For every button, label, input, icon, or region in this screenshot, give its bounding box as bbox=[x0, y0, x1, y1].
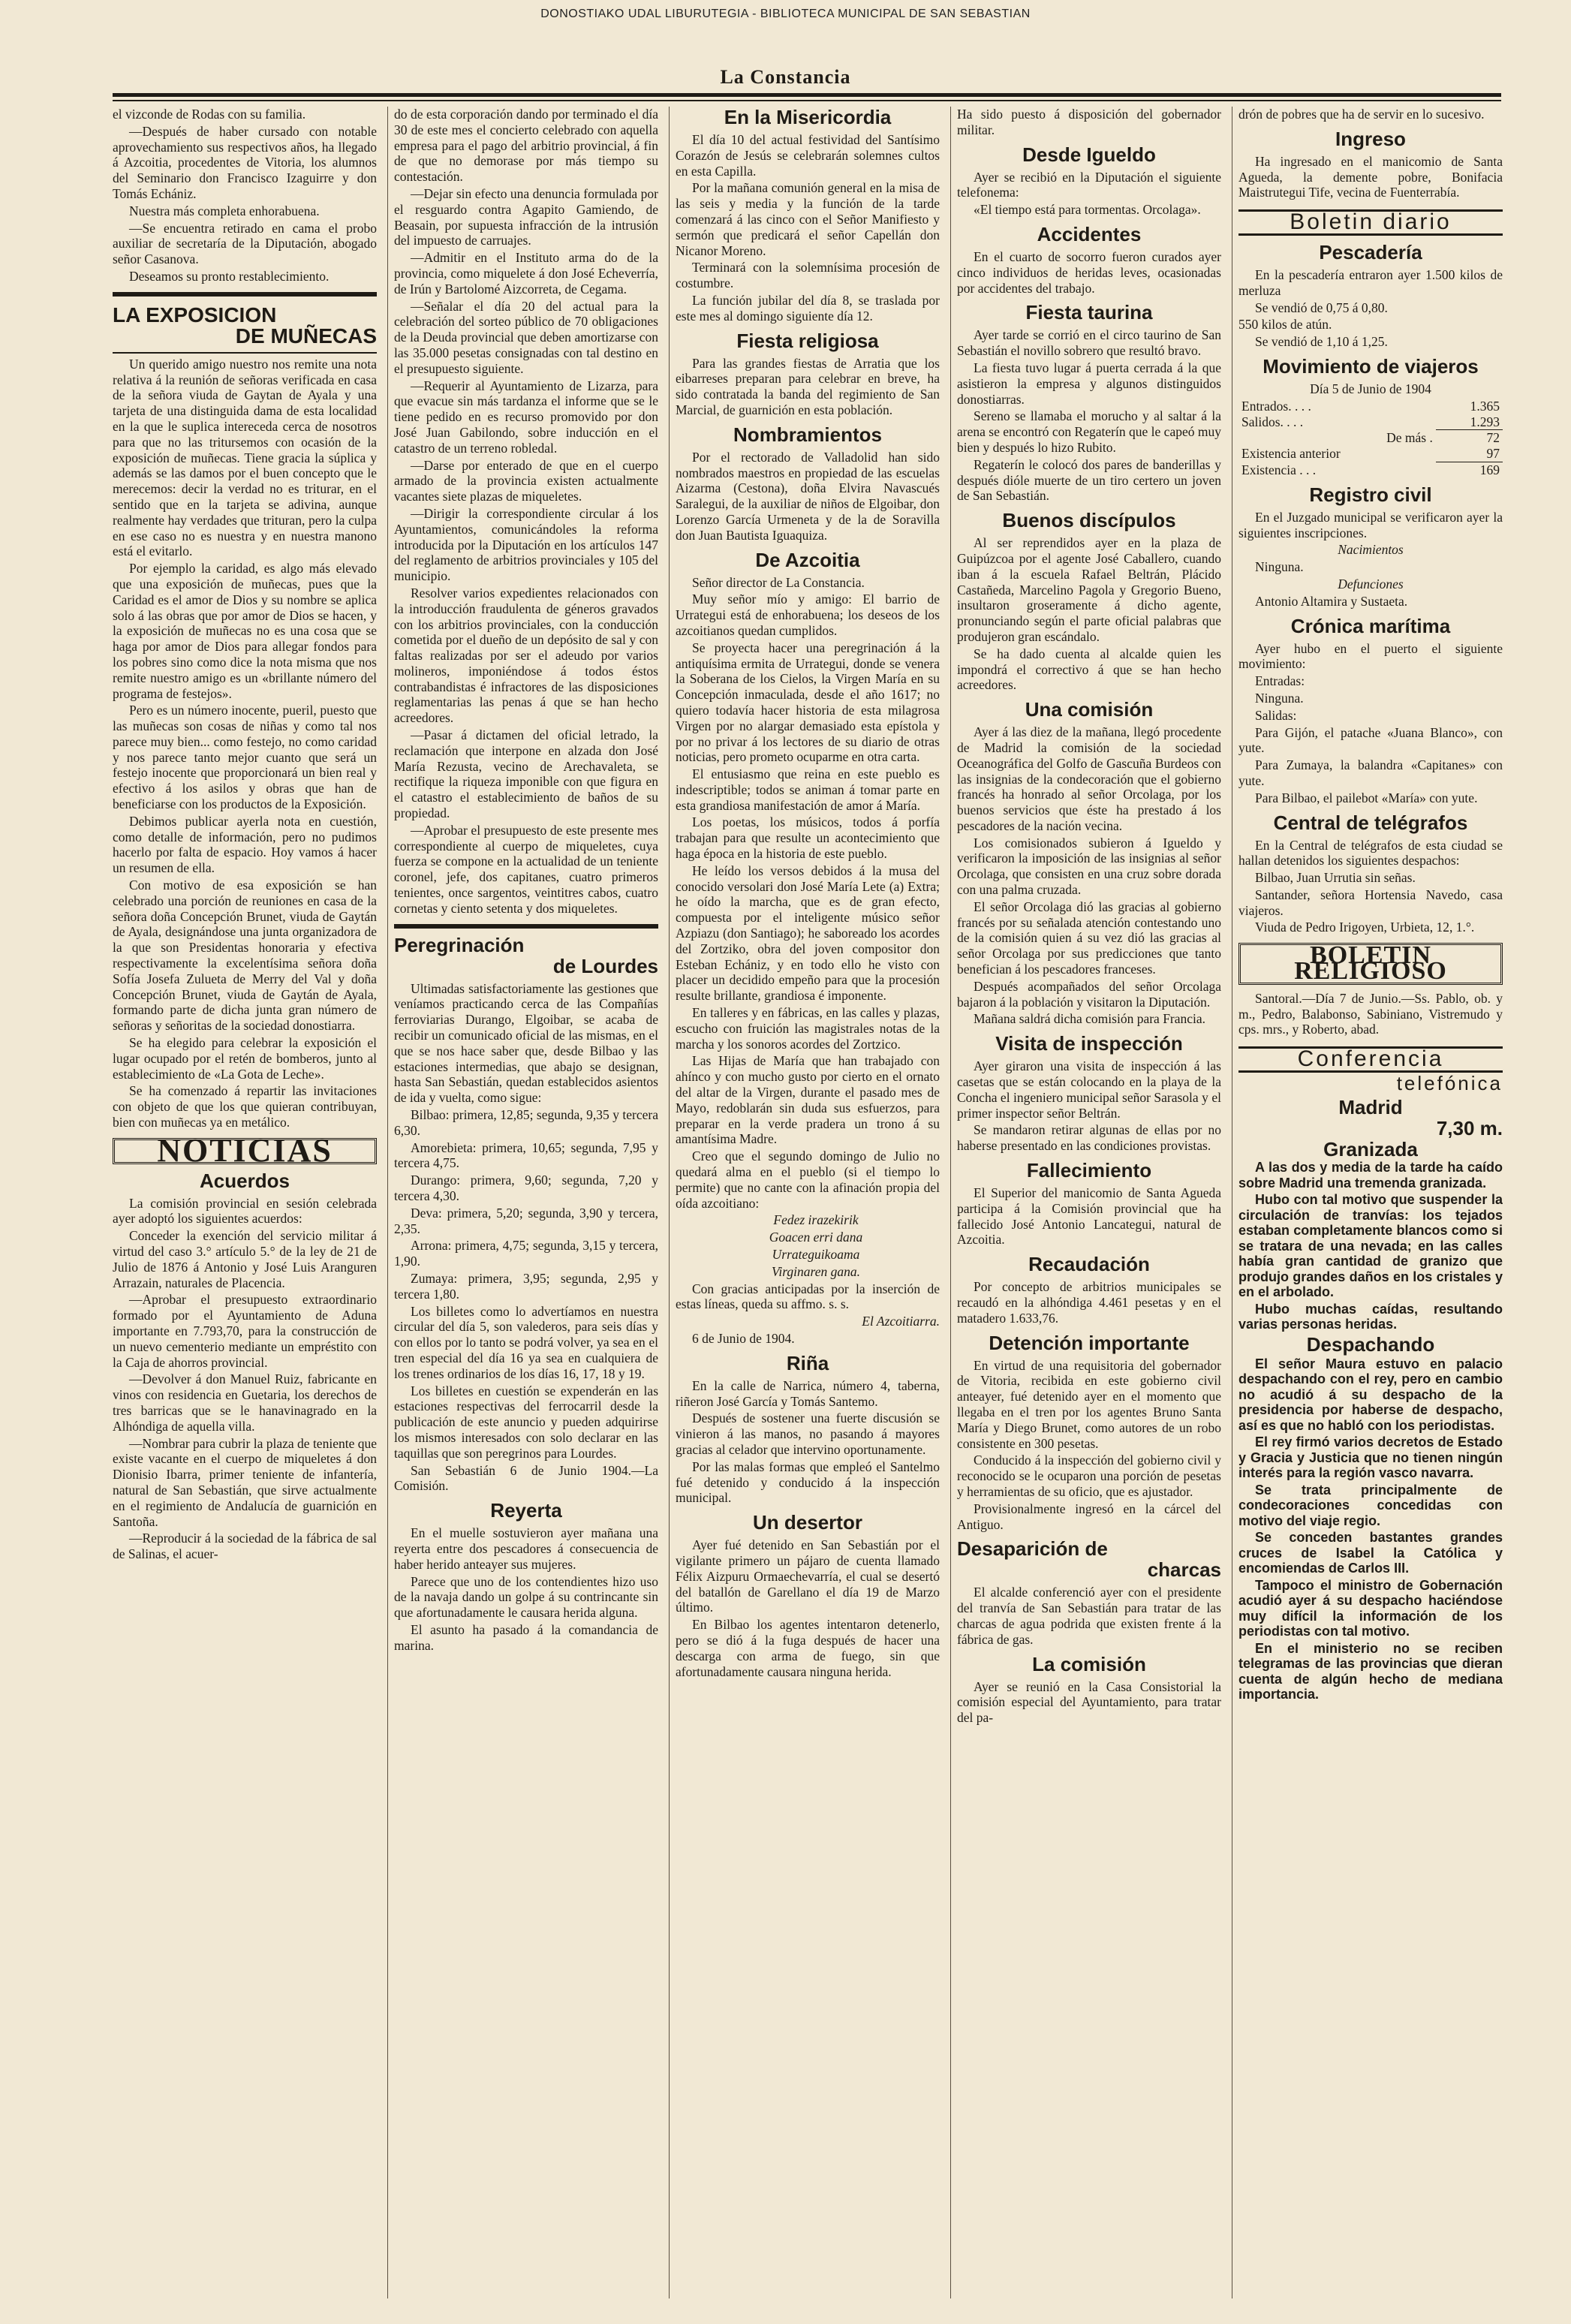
article-text: Para Gijón, el patache «Juana Blanco», con yute. bbox=[1238, 724, 1503, 756]
article-text: Por concepto de arbitrios municipales se recaudó en la alhóndiga 4.461 pesetas y en el matadero 1.633,76. bbox=[957, 1279, 1221, 1326]
article-text: Regaterín le colocó dos pares de banderillas y después dióle muerte de un tiro certero un joven de San Sebastián. bbox=[957, 456, 1221, 504]
article-text: Creo que el segundo domingo de Julio no quedará alma en el pueblo (si el tiempo lo permite) que no cante con la afinación propia del oída azcoitiano: bbox=[676, 1148, 940, 1211]
article-text: Después de sostener una fuerte discusión se vinieron á las manos, no pasando á mayores gracias al celador que intervino oportunamente. bbox=[676, 1410, 940, 1457]
article-text: Viuda de Pedro Irigoyen, Urbieta, 12, 1.°. bbox=[1255, 920, 1475, 935]
article-text: Las Hijas de María que han trabajado con ahínco y con mucho gusto por cierto en el ornato del altar de la Virgen, durante el pasado mes de Mayo, redoblarán sin duda sus esfuerzos, para preparar en la verde pradera un trono á su amantísima Madre. bbox=[676, 1053, 940, 1147]
fare-line: Deva: primera, 5,20; segunda, 3,90 y tercera, 2,35. bbox=[394, 1205, 658, 1236]
article-text: Se vendió de 0,75 á 0,80. bbox=[1255, 300, 1388, 315]
headline: charcas bbox=[1147, 1558, 1221, 1582]
column-2 bbox=[394, 107, 658, 2306]
verse-line: Fedez irazekirik bbox=[773, 1212, 859, 1228]
column-5 bbox=[1238, 107, 1503, 2306]
headline: Peregrinación bbox=[394, 933, 525, 956]
headline: Reyerta bbox=[490, 1499, 562, 1522]
columns bbox=[113, 107, 1505, 2313]
article-text: La fiesta tuvo lugar á puerta cerrada á la que asistieron la empresa y algunos distinguidos donostiarras. bbox=[957, 360, 1221, 407]
dateline: 6 de Junio de 1904. bbox=[692, 1330, 795, 1346]
article-text: La función jubilar del día 8, se traslada por este mes al domingo siguiente día 12. bbox=[676, 292, 940, 324]
article-text: Terminará con la solemnísima procesión de costumbre. bbox=[676, 260, 940, 291]
headline: Buenos discípulos bbox=[1002, 509, 1176, 532]
fare-line: Bilbao: primera, 12,85; segunda, 9,35 y tercera 6,30. bbox=[394, 1107, 658, 1138]
headline: Nombramientos bbox=[733, 423, 882, 446]
table-cell: 1.365 bbox=[1470, 398, 1500, 414]
article-text: En talleres y en fábricas, en las calles y plazas, escucho con fruición las magistrales notas de la marcha y los sonoros acordes del Zortzico. bbox=[676, 1005, 940, 1052]
fare-line: Zumaya: primera, 3,95; segunda, 2,95 y tercera 1,80. bbox=[394, 1270, 658, 1302]
headline: Central de telégrafos bbox=[1273, 811, 1468, 834]
article-text: El señor Orcolaga dió las gracias al gobierno francés por su señalada atención contestando uno de la comisión quien á su vez dió las gracias al señor Orcolaga por sus predicciones que tanto benefician á los pescadores franceses. bbox=[957, 899, 1221, 977]
article-text: «El tiempo está para tormentas. Orcolaga». bbox=[974, 202, 1201, 218]
article-text: En Bilbao los agentes intentaron detenerlo, pero se dió á la fuga después de hacer una descarga con arma de fuego, sin que afortunadamente causara ninguna herida. bbox=[676, 1617, 940, 1679]
article-text: Conducido á la inspección del gobierno civil y reconocido se le ocuparon una porción de pesetas y herramientas de su oficio, que es ajustador. bbox=[957, 1452, 1221, 1499]
header-rule bbox=[113, 93, 1501, 97]
article-text: Ninguna. bbox=[1255, 690, 1304, 706]
section-title-conferencia: Conferencia bbox=[1238, 1046, 1503, 1073]
section-rule bbox=[113, 292, 377, 297]
section-rule bbox=[113, 352, 377, 354]
table-cell: Entrados. . . . bbox=[1241, 398, 1311, 414]
article-text: —Aprobar el presupuesto extraordinario formado por el Ayuntamiento de Aduna importante en 7.793,70, para la construcción de un nuevo cementerio mediante un empréstito con la Caja de ahorros provincial. bbox=[113, 1292, 377, 1370]
article-text: Parece que uno de los contendientes hizo uso de la navaja dando un golpe á su contrincante sin que afortunadamente le causara herida alguna. bbox=[394, 1573, 658, 1621]
article-text: Los poetas, los músicos, todos á porfía trabajan para que resulte un acontecimiento que haga época en la historia de este pueblo. bbox=[676, 814, 940, 862]
time-stamp: 7,30 m. bbox=[1436, 1117, 1503, 1140]
headline: Un desertor bbox=[753, 1511, 862, 1534]
article-text: En el cuarto de socorro fueron curados ayer cinco individuos de heridas leves, ocasionadas por accidentes del trabajo. bbox=[957, 248, 1221, 296]
section-rule bbox=[394, 924, 658, 929]
article-text: El entusiasmo que reina en este pueblo es indescriptible; todos se animan á tomar parte en esta grandiosa manifestación de amor á María. bbox=[676, 766, 940, 813]
table-cell: 72 bbox=[1486, 430, 1500, 446]
article-text: En el Juzgado municipal se verificaron ayer la siguientes inscripciones. bbox=[1238, 509, 1503, 540]
article-text: Ayer tarde se corrió en el circo taurino de San Sebastián el novillo sobrero que resultó bravo. bbox=[957, 327, 1221, 359]
section-title-noticias: NOTICIAS bbox=[113, 1138, 377, 1164]
signature: San Sebastián 6 de Junio 1904.—La Comisión. bbox=[394, 1462, 658, 1494]
article-text: —Darse por enterado de que en el cuerpo armado de la provincia existen actualmente vacantes siete plazas de miqueletes. bbox=[394, 457, 658, 504]
article-text: Con gracias anticipadas por la inserción de estas líneas, queda su affmo. s. s. bbox=[676, 1281, 940, 1312]
article-text: Con motivo de esa exposición se han celebrado una porción de reuniones en casa de la señora doña Concepción Brunet, viuda de Gaytán de Ayala, designándose una junta organizadora de la que son Presidentas honoraria y efectiva respectivamente la excelentísima señora doña Sofía Josefa Zulueta de Merry del Val y doña Concepción Brunet, viuda de Gaytán de Ayala, formando parte de dicha junta gran número de señoras y señoritas de la sociedad donostiarra. bbox=[113, 878, 377, 1034]
article-text: Señor director de La Constancia. bbox=[692, 574, 865, 590]
article-text: Para las grandes fiestas de Arratia que los eibarreses preparan para celebrar en breve, ha sido contratada la banda del regimiento de San Marcial, de guarnición en esta población. bbox=[676, 355, 940, 417]
article-text: Se proyecta hacer una peregrinación á la antiquísima ermita de Urrategui, donde se venera la Soberana de los Cielos, la Virgen María en su Concepción inmaculada, desde el año 1617; no quiero todavía hacer historia de esta milagrosa Virgen por no alargar demasiado esta epístola y por no privar á los lectores de su diario de otras noticias, pero prometo ocuparme en otra carta. bbox=[676, 640, 940, 765]
article-text: —Admitir en el Instituto arma do de la provincia, como miquelete á don José Echeverría, de Irún y Bartolomé Aizcorreta, de Cegama. bbox=[394, 250, 658, 297]
article-text: —Requerir al Ayuntamiento de Lizarza, para que evacue sin más tardanza el informe que se le tiene pedido en es recurso promovido por don José Juan Gabilondo, sobre inducción en el catastro de un terreno robledal. bbox=[394, 378, 658, 456]
article-text: 550 kilos de atún. bbox=[1238, 317, 1332, 333]
article-text: Ayer se reunió en la Casa Consistorial la comisión especial del Ayuntamiento, para tratar del pa- bbox=[957, 1678, 1221, 1726]
article-text: En el ministerio no se reciben telegramas de las provincias que dieran cuenta de algún hecho de mediana importancia. bbox=[1238, 1640, 1503, 1702]
article-text: —Nombrar para cubrir la plaza de teniente que existe vacante en el cuerpo de miqueletes á don Dionisio Ibarra, primer teniente de infantería, natural de San Sebastián, que sirve actualmente en el regimiento de Andalucía de guarnición en Santoña. bbox=[113, 1435, 377, 1529]
article-text: En el muelle sostuvieron ayer mañana una reyerta entre dos pescadores á consecuencia de haber herido anteayer sus mujeres. bbox=[394, 1525, 658, 1572]
table-row bbox=[1238, 399, 1503, 414]
article-text: Ha ingresado en el manicomio de Santa Agueda, la demente pobre, Bonifacia Maistrutegui Tife, vecina de Fuenterrabía. bbox=[1238, 153, 1503, 200]
article-text: Nuestra más completa enhorabuena. bbox=[129, 203, 320, 218]
headline: Accidentes bbox=[1037, 222, 1142, 245]
article-text: Se ha comenzado á repartir las invitaciones con objeto de que los que quieran contribuyan, bien con muñecas ya en metálico. bbox=[113, 1083, 377, 1130]
subheading: Defunciones bbox=[1338, 576, 1404, 592]
article-text: Provisionalmente ingresó en la cárcel del Antiguo. bbox=[957, 1501, 1221, 1532]
article-text: Se vendió de 1,10 á 1,25. bbox=[1255, 334, 1388, 350]
travellers-table bbox=[1238, 399, 1503, 478]
telegram-block bbox=[1238, 1356, 1503, 1702]
article-text: Para Zumaya, la balandra «Capitanes» con yute. bbox=[1238, 757, 1503, 788]
section-title-boletin: Boletin diario bbox=[1238, 209, 1503, 236]
header-rule-thin bbox=[113, 100, 1501, 101]
headline: De Azcoitia bbox=[755, 548, 860, 571]
headline: Fiesta taurina bbox=[1025, 301, 1153, 324]
table-row bbox=[1238, 414, 1503, 430]
section-title-boletin-religioso: BOLETIN RELIGIOSO bbox=[1238, 943, 1503, 985]
table-row bbox=[1238, 462, 1503, 477]
article-text: Ayer fué detenido en San Sebastián por el vigilante primero un pájaro de cuenta llamado Félix Aizpuru Ormaechevarría, el cual se desertó del batallón de Garellano el día 19 de Marzo último. bbox=[676, 1537, 940, 1615]
column-1 bbox=[113, 107, 377, 2306]
article-text: El señor Maura estuvo en palacio despachando con el rey, pero en cambio no acudió á su despacho de la presidencia por haberse de despacho, así es que no habló con los periodistas. bbox=[1238, 1356, 1503, 1433]
article-text: Pero es un número inocente, pueril, puesto que las muñecas son cosas de niñas y como tal nos parece muy bien... como festejo, no como caridad y nos parece tanto mejor cuanto que será un festejo inocente que proporcionará un bien real y efectivo á los asilos y obras que han de beneficiarse con los productos de la Exposición. bbox=[113, 703, 377, 812]
column-4 bbox=[957, 107, 1221, 2306]
table-cell: 97 bbox=[1436, 446, 1503, 462]
article-text: Santoral.—Día 7 de Junio.—Ss. Pablo, ob. y m., Pedro, Balabonso, Sabiniano, Vistremudo y cps. mrs., y Roberto, abad. bbox=[1238, 990, 1503, 1037]
article-text: Por el rectorado de Valladolid han sido nombrados maestros en propiedad de las escuelas Aizarma (Cestona), doña Elvira Navascués Saralegui, de la auxiliar de niños de Elgoibar, don Lorenzo García Urmeneta y de la de Soravilla don Juan Bautista Iguaquiza. bbox=[676, 449, 940, 543]
article-text: A las dos y media de la tarde ha caído sobre Madrid una tremenda granizada. bbox=[1238, 1160, 1503, 1191]
article-text: Antonio Altamira y Sustaeta. bbox=[1255, 593, 1408, 609]
article-text: —Se encuentra retirado en cama el probo auxiliar de secretaría de la Diputación, abogado señor Casanova. bbox=[113, 220, 377, 267]
headline: DE MUÑECAS bbox=[235, 324, 377, 348]
article-text: El día 10 del actual festividad del Santísimo Corazón de Jesús se celebrarán solemnes cultos en esta Capilla. bbox=[676, 132, 940, 179]
article-text: Se trata principalmente de condecoraciones concedidas con motivo del viaje regio. bbox=[1238, 1482, 1503, 1528]
masthead: La Constancia bbox=[720, 66, 851, 88]
article-text: El asunto ha pasado á la comandancia de marina. bbox=[394, 1621, 658, 1653]
article-text: Entradas: bbox=[1255, 673, 1305, 689]
fare-line: Arrona: primera, 4,75; segunda, 3,15 y tercera, 1,90. bbox=[394, 1238, 658, 1269]
table-cell: 1.293 bbox=[1436, 414, 1503, 430]
column-divider bbox=[669, 107, 670, 2298]
article-text: Se conceden bastantes grandes cruces de Isabel la Católica y encomiendas de Carlos III. bbox=[1238, 1530, 1503, 1576]
subheading: Nacimientos bbox=[1338, 542, 1404, 558]
headline: Granizada bbox=[1323, 1138, 1418, 1161]
article-text: Para Bilbao, el pailebot «María» con yute. bbox=[1255, 790, 1478, 805]
article-text: do de esta corporación dando por terminado el día 30 de este mes el concierto celebrado con aquella empresa para el pago del arbitrio provincial, á fin de que no demorase por más tiempo su contestación. bbox=[394, 107, 658, 185]
article-text: —Dirigir la correspondiente circular á los Ayuntamientos, comunicándoles la reforma introducida por la Diputación en los artículos 147 del reglamento de arbitrios provinciales y 105 del municipio. bbox=[394, 505, 658, 584]
article-text: La comisión provincial en sesión celebrada ayer adoptó los siguientes acuerdos: bbox=[113, 1195, 377, 1227]
fare-line: Durango: primera, 9,60; segunda, 7,20 y tercera 4,30. bbox=[394, 1173, 658, 1203]
article-text: Por la mañana comunión general en la misa de las seis y media y la función de la tarde comenzará á las cinco con el Señor Manifiesto y sermón que predicará el señor Capellán don Nicanor Moreno. bbox=[676, 180, 940, 258]
telegram-block bbox=[1238, 1160, 1503, 1332]
article-text: Un querido amigo nuestro nos remite una nota relativa á la reunión de señoras verificada en casa de la señora viuda de Gaytan de Ayala y una tarjeta de una distinguida dama de esta localidad en la que le suplica intereceda cerca de nosotros para que no las tritursemos con ocasión de la exposición de muñecas. Tiene gracia la súplica y además se las damos por el buen concepto que le merecemos: decir la verdad no es triturar, en el sentido que en la tarjeta se adivina, aunque realmente hay verdades que trituran, pero la culpa en ese caso no es nuestra y en nuestra manono está el evitarlo. bbox=[113, 356, 377, 559]
article-text: Resolver varios expedientes relacionados con la introducción fraudulenta de géneros gravados con los arbitrios provinciales, con la conducción cometida por el dueño de un depósito de sal y con faltas realizadas por ser el adeudo por varios molineros, imponiéndose á todos éstos contrabandistas é infractores de las disposiciones reglamentarias las penas á que se han hecho acreedores. bbox=[394, 585, 658, 726]
article-text: El rey firmó varios decretos de Estado y Gracia y Justicia que no tienen ningún interés para la región vasco navarra. bbox=[1238, 1434, 1503, 1481]
article-text: —Pasar á dictamen del oficial letrado, la reclamación que interpone en alzada don José María Rezusta, vecino de Arechavaleta, se rectifique la riqueza imponible con que figura en el catastro el establecimiento de baños de su propiedad. bbox=[394, 727, 658, 821]
article-text: Hubo muchas caídas, resultando varias personas heridas. bbox=[1238, 1301, 1503, 1332]
verse-line: Goacen erri dana bbox=[769, 1230, 863, 1245]
headline: Riña bbox=[786, 1351, 829, 1374]
article-text: Se ha elegido para celebrar la exposición el lugar ocupado por el retén de bomberos, junto al establecimiento de «La Gota de Leche». bbox=[113, 1035, 377, 1082]
headline: Acuerdos bbox=[200, 1169, 290, 1192]
column-divider bbox=[387, 107, 388, 2298]
article-text: Ayer giraron una visita de inspección á las casetas que se están colocando en la playa de la Concha el ingeniero municipal señor Sarasola y el primer inspector señor Beltrán. bbox=[957, 1058, 1221, 1121]
article-text: Ha sido puesto á disposición del gobernador militar. bbox=[957, 107, 1221, 137]
article-text: Los billetes como lo advertíamos en nuestra circular del día 5, son valederos, para seis días y con ellos por lo tanto se podrá volver, ya sea en el tren especial del día 16 ya sea en cualquiera de los trenes ordinarios de los días 16, 17, 18 y 19. bbox=[394, 1303, 658, 1381]
section-title-conferencia: telefónica bbox=[1396, 1072, 1503, 1095]
headline: LA EXPOSICION bbox=[113, 303, 277, 327]
article-text: Santander, señora Hortensia Navedo, casa viajeros. bbox=[1238, 887, 1503, 918]
article-text: Por las malas formas que empleó el Santelmo fué detenido y conducido á la inspección municipal. bbox=[676, 1459, 940, 1506]
archive-header: DONOSTIAKO UDAL LIBURUTEGIA - BIBLIOTECA MUNICIPAL DE SAN SEBASTIAN bbox=[540, 8, 1031, 20]
table-row bbox=[1238, 446, 1503, 462]
dateline: Día 5 de Junio de 1904 bbox=[1310, 381, 1431, 396]
headline: Movimiento de viajeros bbox=[1263, 354, 1479, 378]
article-text: Ayer hubo en el puerto el siguiente movimiento: bbox=[1238, 640, 1503, 672]
column-3 bbox=[676, 107, 940, 2306]
article-text: En virtud de una requisitoria del gobernador de Vitoria, recibida en este gobierno civil anteayer, fué detenido ayer en el momento que llegaba en el tren por los agentes Bruno Santa María y Diego Brunet, como autores de un robo consistente en 300 pesetas. bbox=[957, 1357, 1221, 1451]
article-text: Hubo con tal motivo que suspender la circulación de tranvías: los tejados estaban completamente blancos como si se tratara de una nevada; en las calles había gran cantidad de granizo que produjo grandes daños en los cristales y en el arbolado. bbox=[1238, 1192, 1503, 1300]
headline: La comisión bbox=[1032, 1652, 1146, 1675]
article-text: Debimos publicar ayerla nota en cuestión, como detalle de información, pero no pudimos hacerlo por falta de espacio. Hoy vamos á hacer un resumen de ella. bbox=[113, 813, 377, 876]
article-text: Ayer se recibió en la Diputación el siguiente telefonema: bbox=[957, 169, 1221, 200]
article-text: Bilbao, Juan Urrutia sin señas. bbox=[1255, 870, 1416, 886]
table-cell: De más . bbox=[1386, 430, 1433, 446]
table-row bbox=[1238, 430, 1503, 446]
headline: Desaparición de bbox=[957, 1537, 1108, 1561]
table-cell: Existencia . . . bbox=[1241, 462, 1317, 477]
article-text: El alcalde conferenció ayer con el presidente del tranvía de San Sebastián para tratar de las charcas de agua podrida que existen frente á la fábrica de gas. bbox=[957, 1585, 1221, 1647]
article-text: En la Central de telégrafos de esta ciudad se hallan detenidos los siguientes despachos: bbox=[1238, 837, 1503, 868]
headline: Crónica marítima bbox=[1290, 614, 1451, 637]
signature: El Azcoitiarra. bbox=[862, 1314, 940, 1329]
headline: Despachando bbox=[1306, 1332, 1435, 1356]
column-divider bbox=[950, 107, 951, 2298]
article-text: —Dejar sin efecto una denuncia formulada por el resguardo contra Agapito Gamiendo, de Beasain, por supuesta infracción de la intrusión del impuesto de carruajes. bbox=[394, 185, 658, 248]
headline: de Lourdes bbox=[552, 954, 658, 977]
article-text: Sereno se llamaba el morucho y al saltar á la arena se encontró con Regaterín que le capeó muy bien y después lo hizo Rubito. bbox=[957, 408, 1221, 455]
headline: Visita de inspección bbox=[995, 1032, 1183, 1055]
table-cell: Salidos. . . . bbox=[1241, 414, 1304, 429]
article-text: Tampoco el ministro de Gobernación acudió ayer á su despacho haciéndose muy difícil la información de los periodistas con tal motivo. bbox=[1238, 1577, 1503, 1639]
headline: Fallecimiento bbox=[1026, 1159, 1152, 1182]
article-text: Conceder la exención del servicio militar á virtud del caso 3.° artículo 5.° de la ley de 21 de Julio de 1876 á Antonio y José Luis Aranguren Arrazain, naturales de Placencia. bbox=[113, 1228, 377, 1290]
article-text: —Reproducir á la sociedad de la fábrica de sal de Salinas, el acuer- bbox=[113, 1531, 377, 1562]
article-text: Deseamos su pronto restablecimiento. bbox=[129, 268, 330, 284]
table-cell: Existencia anterior bbox=[1241, 446, 1341, 462]
verse-line: Virginaren gana. bbox=[772, 1263, 860, 1279]
article-text: El Superior del manicomio de Santa Agueda participa á la Comisión provincial que ha fallecido José Antonio Lancategui, natural de Azcoitia. bbox=[957, 1185, 1221, 1248]
table-cell: 169 bbox=[1479, 462, 1500, 477]
article-text: Después acompañados del señor Orcolaga bajaron á la población y visitaron la Diputación. bbox=[957, 978, 1221, 1010]
article-text: —Señalar el día 20 del actual para la celebración del sorteo público de 70 obligaciones de la Deuda provincial que deben amortizarse con las 35.000 pesetas consignadas con tal destino en el presupuesto siguiente. bbox=[394, 298, 658, 376]
headline: Pescadería bbox=[1319, 240, 1422, 263]
headline: Detención importante bbox=[989, 1331, 1190, 1354]
headline: Registro civil bbox=[1309, 483, 1432, 506]
article-text: —Después de haber cursado con notable aprovechamiento sus respectivos años, ha llegado á Azcoitia, procedentes de Vitoria, los alumnos del Seminario don Francisco Izaguirre y don Tomás Echániz. bbox=[113, 123, 377, 201]
article-text: Se ha dado cuenta al alcalde quien les impondrá el correctivo á que se han hecho acreedores. bbox=[957, 646, 1221, 693]
article-text: Los billetes en cuestión se expenderán en las estaciones respectivas del ferrocarril desde la publicación de este anuncio y pueden adquirirse los mismos interesados con solo declarar en las taquillas que son peregrinos para Lourdes. bbox=[394, 1383, 658, 1461]
article-text: Se mandaron retirar algunas de ellas por no haberse presentado en las condiciones provistas. bbox=[957, 1122, 1221, 1154]
article-text: He leído los versos debidos á la musa del conocido versolari don José María Lete (a) Extra; he oído la marcha, que es de gran efecto, compuesta por el inteligente músico señor Azpiazu (don Santiago); he saboreado los acordes del Zortziko, obra del joven compositor don Esteban Echániz, y en todo ello he visto con placer un decidido empeño para que la procesión resulte brillante, grandiosa é imponente. bbox=[676, 862, 940, 1004]
article-text: En la pescadería entraron ayer 1.500 kilos de merluza bbox=[1238, 266, 1503, 298]
headline: Ingreso bbox=[1335, 127, 1406, 150]
headline: Fiesta religiosa bbox=[736, 329, 879, 352]
article-text: Ultimadas satisfactoriamente las gestiones que veníamos practicando cerca de las Compañías ferroviarias Durango, Elgoibar, se acaba de recibir un comunicado oficial de las mismas, en el que se nos hace saber que, desde Bilbao y las estaciones intermedias, que abajo se designan, hasta San Sebastián, quedan establecidos asientos de ida y vuelta, como sigue: bbox=[394, 980, 658, 1106]
headline: Recaudación bbox=[1028, 1253, 1150, 1276]
fare-line: Amorebieta: primera, 10,65; segunda, 7,95 y tercera 4,75. bbox=[394, 1139, 658, 1171]
article-text: Salidas: bbox=[1255, 707, 1297, 723]
headline: Una comisión bbox=[1025, 698, 1154, 721]
article-text: drón de pobres que ha de servir en lo sucesivo. bbox=[1238, 107, 1485, 122]
article-text: Muy señor mío y amigo: El barrio de Urrategui está de enhorabuena; los deseos de los azcoitianos quedan cumplidos. bbox=[676, 592, 940, 638]
article-text: —Devolver á don Manuel Ruiz, fabricante en vinos con residencia en Guetaria, los derechos de tres barricas que se le hanavinagrado en la Alhóndiga de aquella villa. bbox=[113, 1371, 377, 1434]
article-text: Ninguna. bbox=[1255, 559, 1304, 575]
article-text: Los comisionados subieron á Igueldo y verificaron la imposición de las insignias al señor Orcolaga, que consisten en una cruz sobre dorada con una palma cruzada. bbox=[957, 835, 1221, 898]
article-text: Mañana saldrá dicha comisión para Francia. bbox=[974, 1011, 1206, 1027]
article-text: Por ejemplo la caridad, es algo más elevado que una exposición de muñecas, pues que la Caridad es el amor de Dios y su nombre se aplica solo á las obras que por amor de Dios se hacen, y la exposición de muñecas no es una cosa que se haga por amor de Dios para allegar fondos para los pobres sino como dice la nota misma que nos remite nuestro amigo es un «brillante número del programa de festejos». bbox=[113, 561, 377, 701]
article-text: —Aprobar el presupuesto de este presente mes correspondiente al cuerpo de miqueletes, cuya fuerza se compone en la actualidad de un teniente coronel, jefe, dos capitanes, cuatro primeros tenientes, once sargentos, veintitres cabos, cuatro cornetas y ciento setenta y dos miqueletes. bbox=[394, 822, 658, 916]
headline: En la Misericordia bbox=[724, 107, 892, 128]
article-text: Al ser reprendidos ayer en la plaza de Guipúzcoa por el agente José Caballero, cuando iban á la escuela Rafael Beltrán, Plácido Castañeda, Marcelino Pagola y Gregorio Bueno, insultaron groseramente á dicho agente, pronunciando según el parte oficial palabras que produjeron gran escándalo. bbox=[957, 535, 1221, 644]
headline: Madrid bbox=[1338, 1096, 1403, 1119]
article-text: el vizconde de Rodas con su familia. bbox=[113, 107, 306, 122]
headline: Desde Igueldo bbox=[1022, 143, 1156, 166]
article-text: Ayer á las diez de la mañana, llegó procedente de Madrid la comisión de la sociedad Oceanográfica del Golfo de Gascuña Burdeos con las insignias de la condecoración que el gobierno francés ha honrado al señor Orcolaga, por los buenos servicios que éste ha prestado á los pescadores de la nación vecina. bbox=[957, 724, 1221, 833]
article-text: En la calle de Narrica, número 4, taberna, riñeron José García y Tomás Santemo. bbox=[676, 1377, 940, 1409]
verse-line: Urrateguikoama bbox=[772, 1247, 860, 1262]
